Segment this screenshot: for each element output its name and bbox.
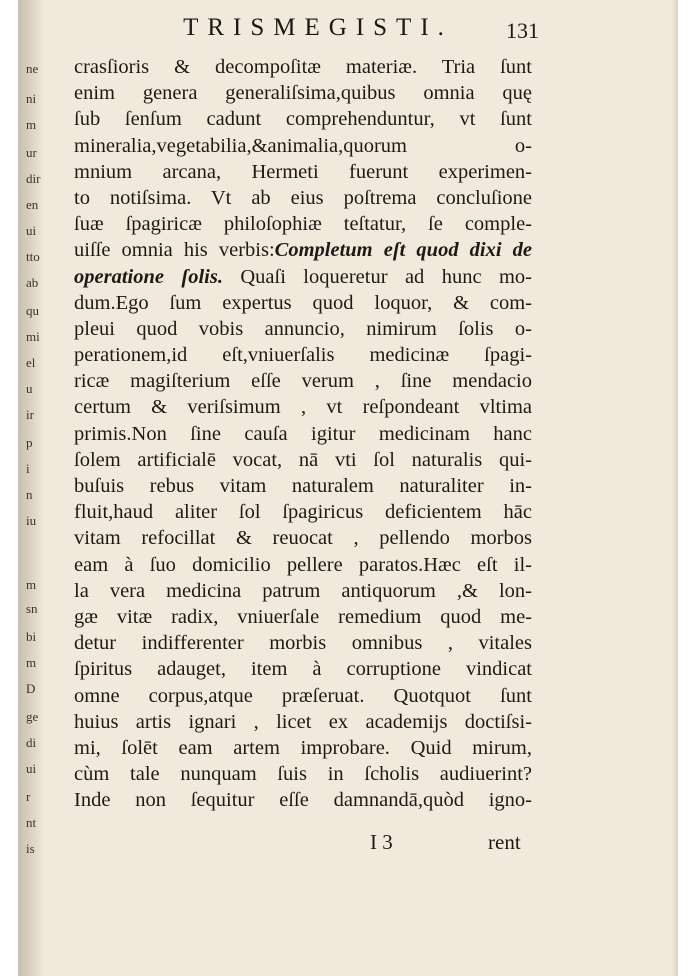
margin-fragment: u [26,382,33,396]
running-head: TRISMEGISTI. [183,14,453,41]
page-number: 131 [506,18,539,43]
margin-fragment: tto [26,250,40,264]
margin-fragment: m [26,578,37,592]
signature-mark: I 3 [370,830,393,854]
margin-fragment: ui [26,224,37,238]
margin-fragment: D [26,682,36,696]
margin-fragment: n [26,488,33,502]
margin-fragment: ge [26,710,39,724]
margin-fragment: ur [26,146,37,160]
text-line-26: huius artis ignari , licet ex academijs doctiſsi- [74,710,532,733]
margin-fragment: ab [26,276,39,290]
margin-fragment: r [26,790,31,804]
margin-fragment: di [26,736,37,750]
catchword: rent [488,830,521,854]
text-line-23: detur indifferenter morbis omnibus , vitales [74,632,532,655]
body-text [74,54,532,813]
margin-fragment: dir [26,172,41,186]
text-line-29: Inde non ſequitur eſſe damnandā,quòd igno- [74,789,532,812]
text-line-20: eam à ſuo domicilio pellere paratos.Hæc eſt il- [74,553,532,576]
text-line-1: crasſioris & decompoſitæ materiæ. Tria ſunt [74,56,532,78]
text-line-9-italic: operatione ſolis. [74,265,223,288]
margin-fragment: is [26,842,35,856]
text-line-8 [74,237,532,263]
text-line-2: enim genera generaliſsima,quibus omnia quę [74,82,532,105]
text-line-28: cùm tale nunquam ſuis in ſcholis audiuerint? [74,763,532,786]
margin-fragment: iu [26,514,37,528]
margin-fragment: mi [26,330,40,344]
margin-fragment: el [26,356,36,370]
text-line-3: ſub ſenſum cadunt comprehenduntur, vt ſunt [74,108,532,131]
margin-fragment: ne [26,62,39,76]
text-line-13: ricæ magiſterium eſſe verum , ſine mendacio [74,370,532,393]
text-line-27: mi, ſolēt eam artem improbare. Quid mirum, [74,736,532,759]
text-line-19: vitam refocillat & reuocat , pellendo morbos [74,527,532,550]
margin-fragment: sn [26,602,38,616]
text-line-17: buſuis rebus vitam naturalem naturaliter in- [74,475,532,497]
text-line-6: to notiſsima. Vt ab eius poſtrema concluſione [74,186,532,209]
text-line-15: primis.Non ſine cauſa igitur medicinam hanc [74,422,532,445]
margin-fragment: nt [26,816,37,830]
text-line-16: ſolem artificialē vocat, nā vti ſol naturalis qui- [74,448,532,471]
text-line-22: gæ vitæ radix, vniuerſale remedium quod me- [74,605,532,628]
text-line-24: ſpiritus adauget, item à corruptione vindicat [74,658,532,681]
text-line-11: pleui quod vobis annuncio, nimirum ſolis o- [74,317,532,340]
text-line-10: dum.Ego ſum expertus quod loquor, & com- [74,291,532,314]
text-line-7: ſuæ ſpagiricæ philoſophiæ teſtatur, ſe comple- [74,213,532,236]
margin-fragment: ir [26,408,34,422]
margin-fragment: p [26,436,33,450]
text-line-4: mineralia,vegetabilia,&animalia,quorum o- [74,134,532,157]
text-line-25: omne corpus,atque præſeruat. Quotquot ſunt [74,684,532,707]
text-line-8-italic: Completum eſt quod dixi de [274,239,532,262]
text-line-9 [74,264,532,290]
margin-fragment: en [26,198,39,212]
margin-fragment: m [26,118,37,132]
book-page [18,0,678,976]
margin-fragment: i [26,462,30,476]
margin-fragment: ni [26,92,37,106]
margin-fragment: ui [26,762,37,776]
text-line-14: certum & veriſsimum , vt reſpondeant vltima [74,396,532,419]
text-line-5: mnium arcana, Hermeti fuerunt experimen- [74,160,532,183]
margin-fragment: m [26,656,37,670]
text-line-21: la vera medicina patrum antiquorum ,& lon- [74,579,532,602]
margin-fragment: qu [26,304,39,318]
text-line-12: perationem,id eſt,vniuerſalis medicinæ ſpagi- [74,344,532,367]
text-line-9-roman: Quaſi loqueretur ad hunc mo- [240,265,532,288]
text-line-18: fluit,haud aliter ſol ſpagiricus deficientem hāc [74,501,532,524]
text-line-8-roman: uiſſe omnia his verbis: [74,239,275,262]
page-edge [672,0,678,976]
margin-fragment: bi [26,630,37,644]
